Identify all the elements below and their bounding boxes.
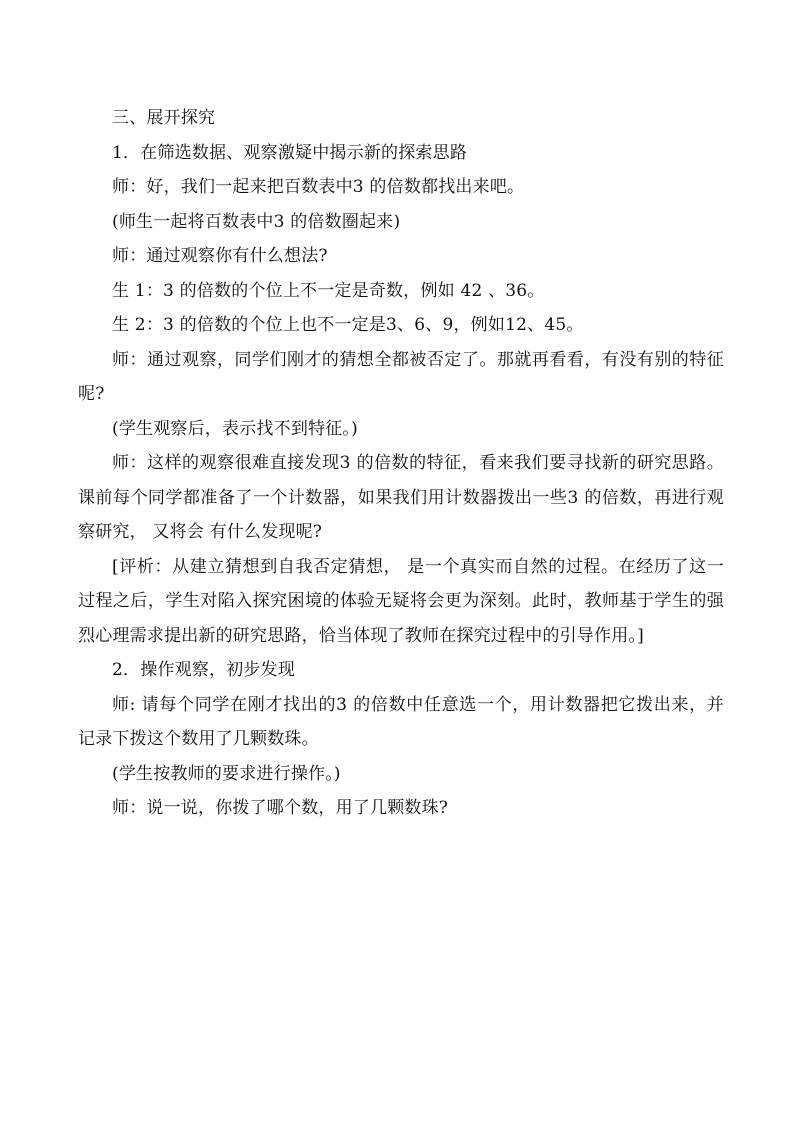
paragraph: (学生按教师的要求进行操作。) bbox=[112, 763, 341, 784]
paragraph: (学生观察后，表示找不到特征。) bbox=[112, 418, 358, 439]
paragraph: 师：好，我们一起来把百数表中3 的倍数都找出来吧。 bbox=[112, 177, 525, 197]
paragraph: 师：通过观察你有什么想法? bbox=[112, 246, 328, 266]
paragraph: 师：说一说，你拨了哪个数，用了几颗数珠? bbox=[112, 798, 449, 818]
paragraph: 生 2：3 的倍数的个位上也不一定是3、6、9，例如12、45。 bbox=[112, 315, 584, 335]
paragraph: 师：这样的观察很难直接发现3 的倍数的特征，看来我们要寻找新的研究思路。课前每个同学都准备了一个计数器，如果我们用计数器拨出一些3 的倍数，再进行观察研究， 又将会 有什么发现呢? bbox=[78, 453, 724, 542]
paragraph: 师: 请每个同学在刚才找出的3 的倍数中任意选一个，用计数器把它拨出来，并记录下拨这个数用了几颗数珠。 bbox=[78, 694, 724, 749]
section-heading: 三、展开探究 bbox=[112, 108, 216, 128]
document-body bbox=[78, 101, 724, 826]
subsection-heading: 2．操作观察，初步发现 bbox=[112, 660, 296, 680]
paragraph: 生 1：3 的倍数的个位上不一定是奇数，例如 42 、36。 bbox=[112, 280, 545, 301]
paragraph: 师：通过观察，同学们刚才的猜想全都被否定了。那就再看看，有没有别的特征呢? bbox=[78, 349, 724, 404]
subsection-heading: 1．在筛选数据、观察激疑中揭示新的探索思路 bbox=[112, 142, 468, 163]
commentary-paragraph: [评析：从建立猜想到自我否定猜想， 是一个真实而自然的过程。在经历了这一过程之后，学生对陷入探究困境的体验无疑将会更为深刻。此时，教师基于学生的强烈心理需求提出新的研究思路，恰当体现了教师在探究过程中的引导作用。] bbox=[78, 556, 724, 646]
paragraph: (师生一起将百数表中3 的倍数圈起来) bbox=[112, 211, 401, 232]
